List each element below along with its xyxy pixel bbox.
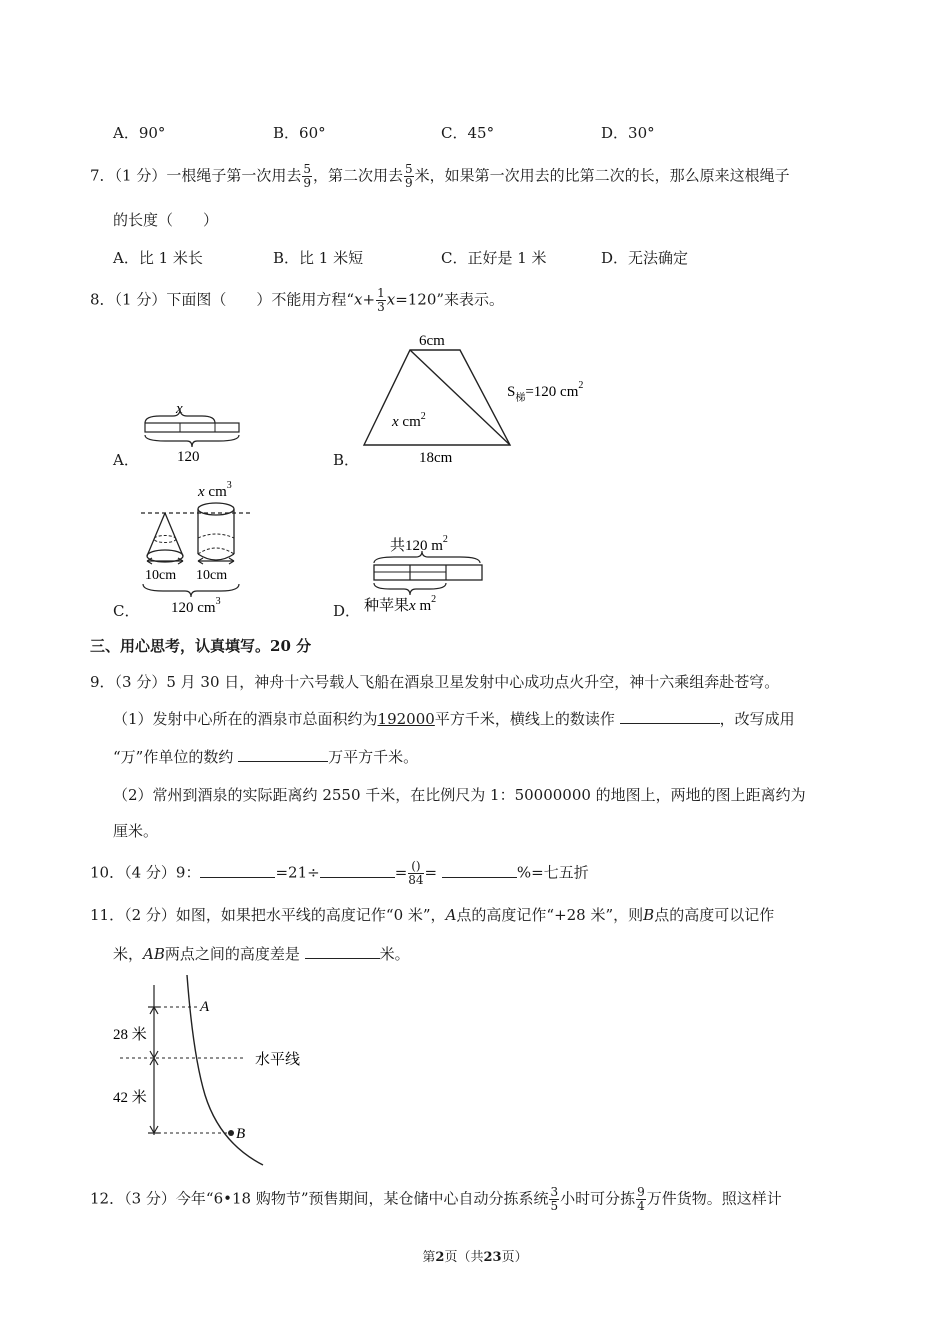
q8-option-b-figure — [355, 328, 625, 468]
q7-option-a: A．比 1 米长 — [113, 249, 203, 267]
q8-eq-x: x — [354, 290, 363, 309]
q8b-top-label: 6cm — [419, 333, 445, 349]
q10-blank-2[interactable] — [320, 863, 395, 878]
q11-line2-suffix: 米。 — [379, 945, 410, 963]
q8d-top-exp: 2 — [442, 534, 448, 545]
q8-eq-plus: + — [362, 290, 376, 309]
svg-text:共120 m2 — [390, 534, 448, 554]
q6-option-d: D．30° — [601, 124, 655, 142]
q8c-bottom-label: 120 cm — [171, 600, 216, 616]
q7-line2: 的长度（ ） — [113, 211, 219, 229]
q8b-inner-unit: cm — [402, 414, 421, 430]
footer-total-pages: 23 — [483, 1250, 502, 1265]
q10-suffix: %=七五折 — [516, 863, 589, 882]
q8-option-a-letter: A． — [113, 451, 139, 469]
q11-line2-prefix: 米， — [113, 945, 144, 963]
q11-mid: 点的高度记作“+28 米”，则 — [456, 906, 644, 924]
q8b-area-exp: 2 — [578, 380, 584, 391]
q9-stem: 9．（3 分）5 月 30 日，神舟十六号载人飞船在酒泉卫星发射中心成功点火升空，神十六乘组奔赴苍穹。 — [90, 673, 780, 691]
q10-stem — [90, 860, 589, 887]
svg-text:种苹果x m2 — [364, 594, 436, 614]
q12-prefix: 12．（3 分）今年“6•18 购物节”预售期间，某仓储中心自动分拣系统 — [90, 1189, 549, 1208]
q8a-bottom-label: 120 — [177, 449, 200, 465]
q8-eq-x2: x — [386, 290, 396, 309]
q8c-top-exp: 3 — [226, 480, 232, 491]
q6-option-b: B．60° — [273, 124, 326, 142]
q7-option-c: C．正好是 1 米 — [441, 249, 547, 267]
q11-fig-label-a: A — [200, 999, 210, 1015]
q8-option-c-figure — [135, 478, 260, 620]
q8d-top-label: 共120 m — [390, 538, 443, 554]
q9-part1-line1 — [113, 708, 795, 729]
q12-fraction-1: $\frac{3}{5}$ — [550, 1185, 559, 1213]
q9-p1-suffix: ，改写成用 — [719, 710, 795, 728]
q7-stem — [90, 163, 790, 190]
footer-mid: 页（共 — [444, 1250, 484, 1265]
footer-pre: 第 — [422, 1250, 436, 1265]
q6-option-a: A．90° — [113, 124, 166, 142]
q8-stem — [90, 287, 504, 314]
q9-part1-line2 — [113, 746, 418, 767]
q10-prefix: 10．（4 分）9： — [90, 863, 201, 882]
q12-fraction-2: $\frac{9}{4}$ — [637, 1185, 645, 1213]
svg-text:120 cm3 — [171, 596, 221, 616]
q8-prefix: 8．（1 分）下面图（ ）不能用方程“ — [90, 290, 355, 309]
q8-option-c-letter: C． — [113, 602, 140, 620]
q8b-area-sub: 梯 — [515, 393, 526, 404]
q10-eq3: = — [424, 863, 438, 882]
q8b-area-eq: =120 cm — [525, 384, 579, 400]
footer-post: 页） — [501, 1250, 528, 1265]
q8c-left-label: 10cm — [145, 568, 177, 583]
q9-p1-line2-suffix: 万平方千米。 — [328, 748, 419, 766]
q9-part2-line2: 厘米。 — [113, 822, 159, 840]
q7-fraction-1: $\frac{5}{9}$ — [303, 162, 311, 190]
q10-eq1: =21÷ — [275, 863, 320, 882]
q10-fraction[interactable]: $\frac{()}{84}$ — [408, 859, 424, 887]
q11-point-b: B — [643, 906, 655, 924]
q11-line2 — [113, 943, 410, 964]
q8b-bottom-label: 18cm — [419, 450, 453, 466]
q8c-top-x: x — [198, 484, 205, 500]
q8d-bottom-x: x — [409, 598, 416, 614]
q11-blank[interactable] — [305, 944, 380, 959]
page-footer — [0, 1246, 950, 1265]
q8d-bottom-exp: 2 — [431, 594, 437, 605]
q11-suffix: 点的高度可以记作 — [654, 906, 775, 924]
q11-fig-upper: 28 米 — [113, 1027, 147, 1043]
q8c-bottom-exp: 3 — [215, 596, 221, 607]
q8b-inner-x: x — [392, 414, 399, 430]
q7-fraction-2: $\frac{5}{9}$ — [405, 162, 413, 190]
svg-text:S梯=120 cm2 — [507, 380, 583, 404]
q11-line2-mid: 两点之间的高度差是 — [164, 945, 300, 963]
svg-text:x cm3 — [197, 480, 232, 500]
q11-fig-lower: 42 米 — [113, 1090, 147, 1106]
q7-option-b: B．比 1 米短 — [273, 249, 364, 267]
q8b-inner-exp: 2 — [420, 411, 426, 422]
q8d-bottom-label: 种苹果 — [364, 598, 410, 614]
q8-option-d-figure — [360, 530, 495, 618]
q11-figure — [105, 975, 335, 1170]
q8a-top-label: x — [176, 401, 183, 417]
q11-fig-label-b: B — [236, 1126, 246, 1142]
q8c-top-unit: cm — [208, 484, 227, 500]
q9-p1-blank-2[interactable] — [238, 747, 328, 762]
q11-line1 — [90, 904, 774, 925]
q12-suffix: 万件货物。照这样计 — [646, 1189, 782, 1208]
q9-p1-line2-prefix: “万”作单位的数约 — [113, 748, 234, 766]
q7-mid: ，第二次用去 — [313, 166, 404, 185]
q10-blank-1[interactable] — [200, 863, 275, 878]
q9-p1-blank-1[interactable] — [620, 709, 720, 724]
footer-page-number: 2 — [435, 1250, 445, 1265]
q9-part2-line1: （2）常州到酒泉的实际距离约 2550 千米，在比例尺为 1：50000000 的地图上，两地的图上距离约为 — [113, 786, 806, 804]
q11-ab: AB — [143, 945, 165, 963]
q12-stem — [90, 1186, 782, 1213]
q9-p1-number: 192000 — [377, 710, 435, 728]
q11-point-a: A — [445, 906, 457, 924]
q8-option-b-letter: B． — [333, 451, 360, 469]
svg-text:x cm2 — [391, 411, 426, 430]
q8-fraction: $\frac{1}{3}$ — [377, 286, 385, 314]
q7-suffix: 米，如果第一次用去的比第二次的长，那么原来这根绳子 — [414, 166, 790, 185]
q11-fig-horizon: 水平线 — [255, 1052, 301, 1068]
q10-eq2: = — [394, 863, 408, 882]
q6-option-c: C．45° — [441, 124, 495, 142]
q9-p1-prefix: （1）发射中心所在的酒泉市总面积约为 — [113, 710, 378, 728]
q7-option-d: D．无法确定 — [601, 249, 689, 267]
q8b-area-s: S — [507, 384, 516, 400]
q8c-right-label: 10cm — [196, 568, 228, 583]
section3-title: 三、用心思考，认真填写。20 分 — [90, 637, 312, 655]
q8-suffix: ”来表示。 — [436, 290, 505, 309]
q8-option-d-letter: D． — [333, 602, 361, 620]
q12-mid: 小时可分拣 — [560, 1189, 636, 1208]
q9-p1-mid: 平方千米，横线上的数读作 — [434, 710, 615, 728]
q7-prefix: 7．（1 分）一根绳子第一次用去 — [90, 166, 302, 185]
q10-blank-3[interactable] — [442, 863, 517, 878]
q8-eq-rest: =120 — [395, 290, 437, 309]
q11-prefix: 11．（2 分）如图，如果把水平线的高度记作“0 米”， — [90, 906, 446, 924]
q8d-bottom-unit: m — [419, 598, 432, 614]
